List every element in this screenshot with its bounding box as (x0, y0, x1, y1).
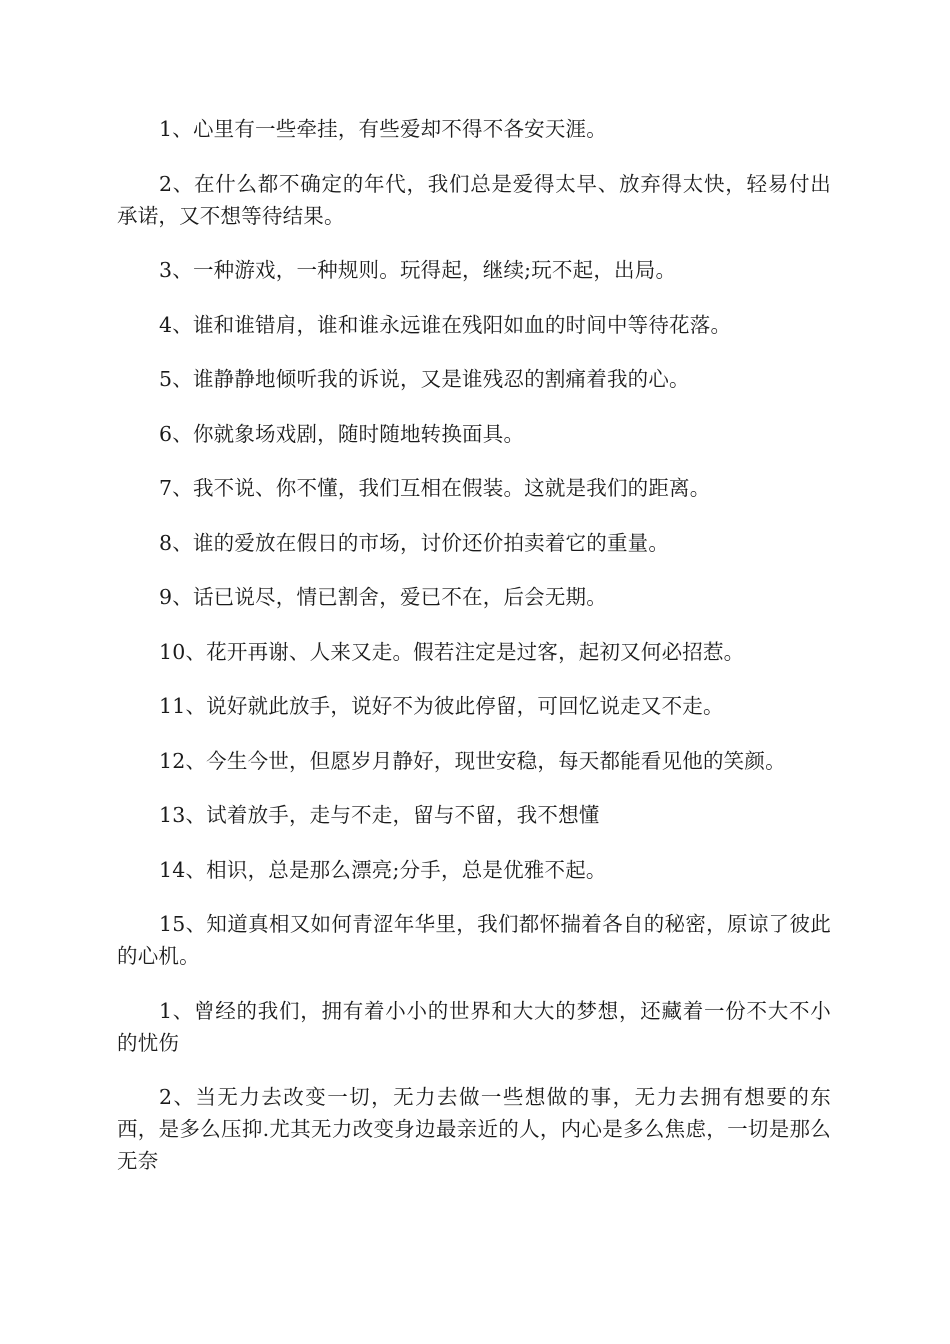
paragraph: 15、知道真相又如何青涩年华里，我们都怀揣着各自的秘密，原谅了彼此的心机。 (117, 912, 831, 968)
paragraph: 12、今生今世，但愿岁月静好，现世安稳，每天都能看见他的笑颜。 (159, 748, 786, 773)
paragraph: 10、花开再谢、人来又走。假若注定是过客，起初又何必招惹。 (159, 639, 745, 664)
paragraph: 11、说好就此放手，说好不为彼此停留，可回忆说走又不走。 (159, 694, 724, 718)
paragraph: 5、谁静静地倾听我的诉说，又是谁残忍的割痛着我的心。 (159, 367, 690, 391)
paragraph: 6、你就象场戏剧，随时随地转换面具。 (159, 421, 525, 446)
paragraph: 13、试着放手，走与不走，留与不留，我不想懂 (159, 803, 600, 827)
paragraph: 14、相识，总是那么漂亮;分手，总是优雅不起。 (159, 857, 607, 882)
document-body (117, 113, 831, 1200)
paragraph: 1、心里有一些牵挂，有些爱却不得不各安天涯。 (159, 117, 607, 141)
paragraph: 1、曾经的我们，拥有着小小的世界和大大的梦想，还藏着一份不大不小的忧伤 (117, 998, 831, 1055)
paragraph: 4、谁和谁错肩，谁和谁永远谁在残阳如血的时间中等待花落。 (159, 312, 732, 337)
paragraph: 2、当无力去改变一切，无力去做一些想做的事，无力去拥有想要的东西，是多么压抑.尤其无力改变身边最亲近的人，内心是多么焦虑，一切是那么无奈 (117, 1085, 831, 1173)
paragraph: 9、话已说尽，情已割舍，爱已不在，后会无期。 (159, 585, 607, 609)
paragraph: 7、我不说、你不懂，我们互相在假装。这就是我们的距离。 (159, 476, 711, 500)
paragraph: 8、谁的爱放在假日的市场，讨价还价拍卖着它的重量。 (159, 530, 670, 555)
paragraph: 3、一种游戏，一种规则。玩得起，继续;玩不起，出局。 (159, 258, 677, 282)
paragraph: 2、在什么都不确定的年代，我们总是爱得太早、放弃得太快，轻易付出承诺，又不想等待结果。 (117, 171, 831, 228)
